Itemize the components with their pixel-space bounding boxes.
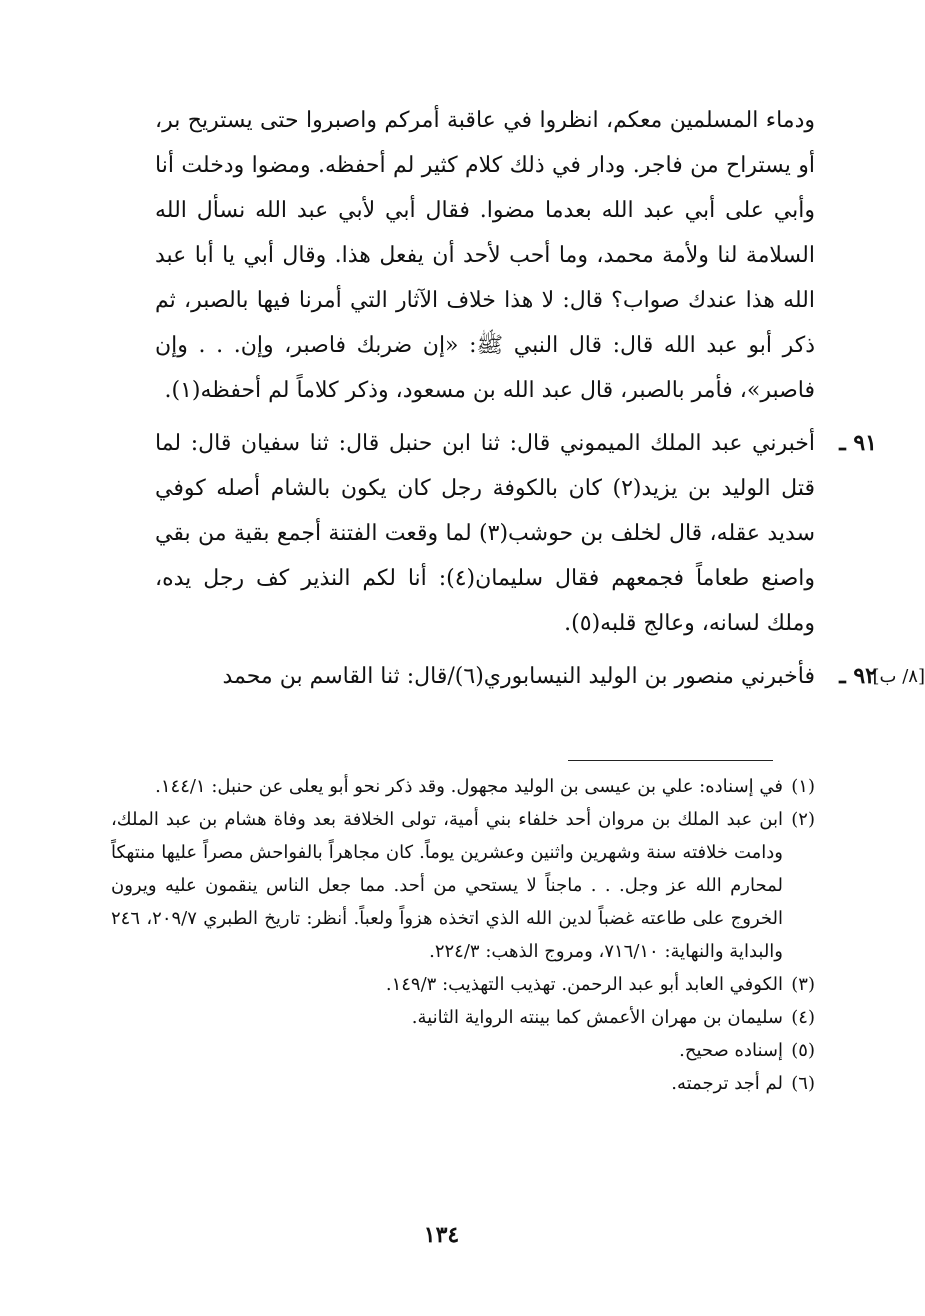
manuscript-folio-ref: [٨/ ب] xyxy=(872,666,925,687)
footnote-2-number: (٢) xyxy=(791,809,815,830)
entry-92-text: فأخبرني منصور بن الوليد النيسابوري(٦)/قال: ثنا القاسم بن محمد xyxy=(222,664,815,689)
footnote-2-text: ابن عبد الملك بن مروان أحد خلفاء بني أمية، تولى الخلافة بعد وفاة هشام بن عبد الملك، ودامت خلافته سنة وشهرين واثنين وعشرين يوماً. كان مجاهراً بالفواحش مصراً عليها منتهكاً لمحارم الله عز وجل. . . ماجناً لا يستحي من أحد. مما جعل الناس ينقمون عليه ويرون الخروج على طاعته غضباً لدين الله الذي اتخذه هزواً ولعباً. أنظر: تاريخ الطبري ٢٠٩/٧، ٢٤٦ والبداية والنهاية: ٧١٦/١٠، ومروج الذهب: ٢٢٤/٣. xyxy=(111,809,783,962)
footnote-3-text: الكوفي العابد أبو عبد الرحمن. تهذيب التهذيب: ١٤٩/٣. xyxy=(385,974,783,995)
footnote-4-number: (٤) xyxy=(791,1007,815,1028)
entry-92-number: ٩٢ ـ xyxy=(839,663,877,689)
footnote-3 xyxy=(111,968,815,1001)
footnote-2 xyxy=(111,803,815,968)
main-text xyxy=(155,98,925,699)
entry-91-number: ٩١ ـ xyxy=(839,430,877,456)
footnote-6-number: (٦) xyxy=(791,1073,815,1094)
footnote-5 xyxy=(111,1034,815,1067)
footnote-3-number: (٣) xyxy=(791,974,815,995)
entry-92 xyxy=(155,654,925,699)
footnote-5-text: إسناده صحيح. xyxy=(679,1040,783,1061)
page-number: ١٣٤ xyxy=(423,1222,460,1248)
footnote-4 xyxy=(111,1001,815,1034)
footnote-6 xyxy=(111,1067,815,1100)
footnote-separator xyxy=(568,760,773,761)
footnote-6-text: لم أجد ترجمته. xyxy=(671,1073,783,1094)
footnote-5-number: (٥) xyxy=(791,1040,815,1061)
footnote-1 xyxy=(111,770,815,803)
footnote-4-text: سليمان بن مهران الأعمش كما بينته الرواية الثانية. xyxy=(411,1007,783,1028)
footnote-1-number: (١) xyxy=(791,776,815,797)
entry-91-text: أخبرني عبد الملك الميموني قال: ثنا ابن حنبل قال: ثنا سفيان قال: لما قتل الوليد بن يزيد(٢) كان بالكوفة رجل كان يكون بالشام أصله كوفي سديد عقله، قال لخلف بن حوشب(٣) لما وقعت الفتنة أجمع بقية من بقي واصنع طعاماً فجمعهم فقال سليمان(٤): أنا لكم النذير كف رجل يده، وملك لسانه، وعالج قلبه(٥). xyxy=(155,431,816,636)
intro-paragraph: ودماء المسلمين معكم، انظروا في عاقبة أمركم واصبروا حتى يستريح بر، أو يستراح من فاجر. ودار في ذلك كلام كثير لم أحفظه. ومضوا ودخلت أنا وأبي على أبي عبد الله بعدما مضوا. فقال أبي لأبي عبد الله نسأل الله السلامة لنا ولأمة محمد، وما أحب لأحد أن يفعل هذا. وقال أبي يا أبا عبد الله هذا عندك صواب؟ قال: لا هذا خلاف الآثار التي أمرنا فيها بالصبر، ثم ذكر أبو عبد الله قال: قال النبي ﷺ: «إن ضربك فاصبر، وإن. . . وإن فاصبر»، فأمر بالصبر، قال عبد الله بن مسعود، وذكر كلاماً لم أحفظه(١). xyxy=(155,108,815,403)
footnotes xyxy=(111,770,815,1100)
footnote-1-text: في إسناده: علي بن عيسى بن الوليد مجهول. وقد ذكر نحو أبو يعلى عن حنبل: ١٤٤/١. xyxy=(155,776,783,797)
entry-91 xyxy=(155,421,877,646)
